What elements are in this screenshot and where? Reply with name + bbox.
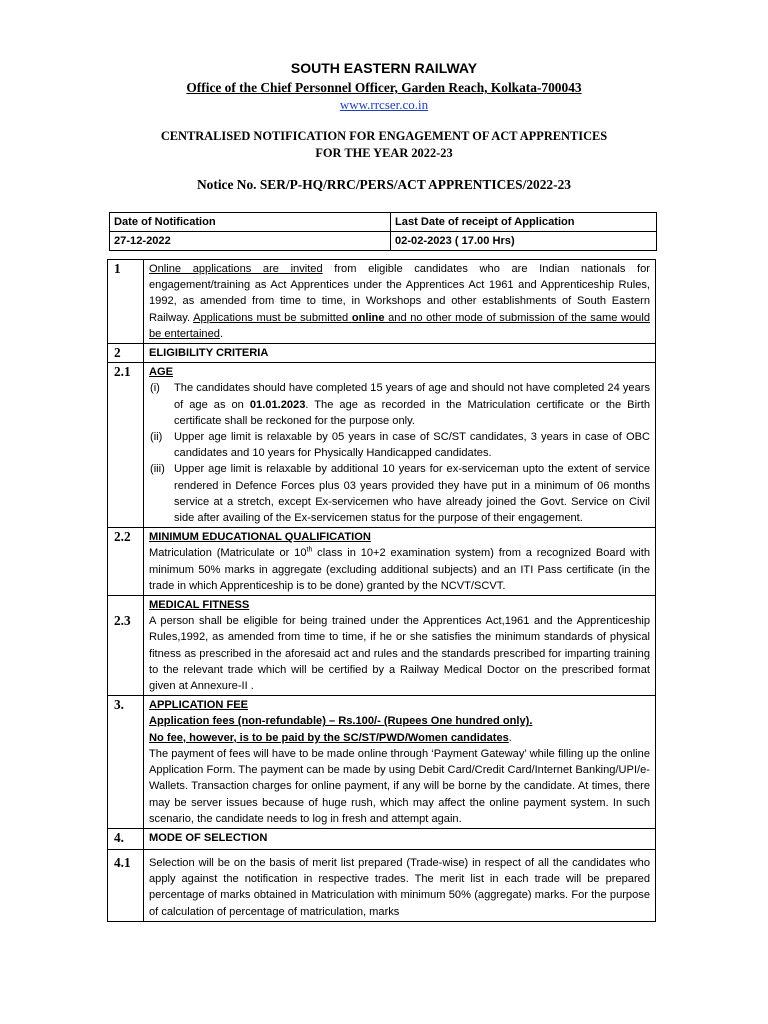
section-heading: APPLICATION FEE	[149, 699, 249, 712]
list-item	[149, 380, 650, 429]
list-item	[149, 461, 650, 526]
org-name: SOUTH EASTERN RAILWAY	[290, 60, 478, 76]
section-2-1-row	[108, 363, 656, 528]
office-address: Office of the Chief Personnel Officer, Garden Reach, Kolkata-700043	[186, 80, 582, 95]
section-paragraph: Selection will be on the basis of merit list prepared (Trade-wise) in respect of all the candidates who apply against the notification in respective trades. The merit list in each trade will be prepared percentage of marks obtained in Matriculation with minimum 50% (aggregate) marks. For the purpose of calculation of percentage of matriculation, marks	[144, 849, 656, 921]
section-heading: ELIGIBILITY CRITERIA	[144, 344, 656, 363]
text-span: from eligible candidates who are Indian nationals for engagement/training as Act Apprentices under the Apprentices Act 1961 and Apprenticeship Rules, 1992, as amended from time to time, in Workshops and other establishments of South Eastern Railway.	[149, 263, 650, 324]
section-number: 3.	[108, 696, 144, 829]
section-number: 1	[108, 260, 144, 344]
section-text	[144, 363, 656, 528]
text-span: and no other mode of submission of the same would be entertained	[149, 311, 650, 340]
section-number: 4.1	[108, 849, 144, 921]
section-text	[144, 260, 656, 344]
section-heading: AGE	[149, 366, 174, 379]
text-span: Applications must be submitted	[193, 311, 352, 324]
website-link[interactable]: www.rrcser.co.in	[339, 97, 429, 112]
section-1-row	[108, 260, 656, 344]
text-span: . The age as recorded in the Matriculation certificate or the Birth certificate shall be reckoned for the purpose only.	[174, 398, 650, 427]
section-text	[144, 696, 656, 829]
section-2-row	[108, 344, 656, 363]
section-heading: MODE OF SELECTION	[144, 828, 656, 849]
notice-number: Notice No. SER/P-HQ/RRC/PERS/ACT APPRENTICES/2022-23	[197, 177, 571, 192]
text-span: class in 10+2 examination system) from a recognized Board with minimum 50% marks in aggregate (excluding additional subjects) and an ITI Pass certificate (in the trade in which Apprenticeship is to be done) granted by the NCVT/SCVT.	[149, 547, 651, 592]
last-date-label: Last Date of receipt of Application	[391, 213, 657, 232]
notice-body-table	[107, 259, 656, 922]
notification-title: CENTRALISED NOTIFICATION FOR ENGAGEMENT OF ACT APPRENTICES	[160, 129, 608, 143]
section-number: 2.1	[108, 363, 144, 528]
section-2-3-row	[108, 596, 656, 696]
date-of-notification-value: 27-12-2022	[110, 232, 391, 251]
section-paragraph: A person shall be eligible for being trained under the Apprentices Act,1961 and the Apprenticeship Rules,1992, as amended from time to time, if he or she satisfies the minimum standards of physical fitness as prescribed in the aforesaid act and rules and the standards prescribed for imparting training to the relevant trade which will be certified by a Railway Medical Doctor on the prescribed format given at Annexure-II .	[149, 615, 650, 693]
text-span: Matriculation (Matriculate or 10	[149, 547, 307, 560]
section-number: 4.	[108, 828, 144, 849]
text-span: Online applications are invited	[149, 263, 323, 275]
section-text	[144, 596, 656, 696]
text-span: 01.01.2023	[249, 398, 306, 411]
fee-line: Application fees (non-refundable) – Rs.100/- (Rupees One hundred only).	[149, 715, 533, 728]
text-span: online	[351, 311, 385, 324]
date-of-notification-label: Date of Notification	[110, 213, 391, 232]
list-item-text: Upper age limit is relaxable by additional 10 years for ex-serviceman upto the extent of service rendered in Defence Forces plus 03 years provided they have put in a minimum of 06 months service at a stretch, except Ex-servicemen who have already joined the Govt. Service on Civil side after availing of the Ex-servicemen status for the purpose of their engagement.	[174, 463, 650, 525]
section-heading: MINIMUM EDUCATIONAL QUALIFICATION	[149, 531, 371, 544]
text-span: .	[508, 731, 512, 744]
section-4-1-row	[108, 849, 656, 921]
section-heading: MEDICAL FITNESS	[149, 599, 250, 612]
section-4-row	[108, 828, 656, 849]
last-date-value: 02-02-2023 ( 17.00 Hrs)	[391, 232, 657, 251]
section-3-row	[108, 696, 656, 829]
section-number: 2.2	[108, 528, 144, 596]
section-number: 2.3	[108, 596, 144, 696]
notification-year: FOR THE YEAR 2022-23	[315, 146, 453, 160]
no-fee-line: No fee, however, is to be paid by the SC/ST/PWD/Women candidates	[149, 731, 509, 744]
text-span: .	[219, 327, 224, 340]
section-paragraph: The payment of fees will have to be made online through ‘Payment Gateway’ while filling up the online Application Form. The payment can be made by using Debit Card/Credit Card/Internet Banking/UPI/e-Wallets. Transaction charges for online payment, if any will be borne by the candidate. At times, there may be server issues because of huge rush, which may affect the online payment system. In such scenario, the candidate needs to log in fresh and attempt again.	[149, 747, 650, 825]
list-item-number: (iii)	[150, 463, 165, 476]
list-item	[149, 429, 650, 461]
section-number: 2	[108, 344, 144, 363]
section-text	[144, 528, 656, 596]
list-item-text: Upper age limit is relaxable by 05 years in case of SC/ST candidates, 3 years in case of OBC candidates and 10 years for Physically Handicapped candidates.	[174, 431, 650, 460]
dates-table	[109, 212, 657, 251]
section-2-2-row	[108, 528, 656, 596]
text-span: The candidates should have completed 15 years of age and should not have completed 24 years of age as on	[174, 382, 650, 411]
list-item-number: (ii)	[150, 431, 163, 444]
superscript: th	[306, 546, 313, 554]
list-item-number: (i)	[150, 382, 160, 395]
